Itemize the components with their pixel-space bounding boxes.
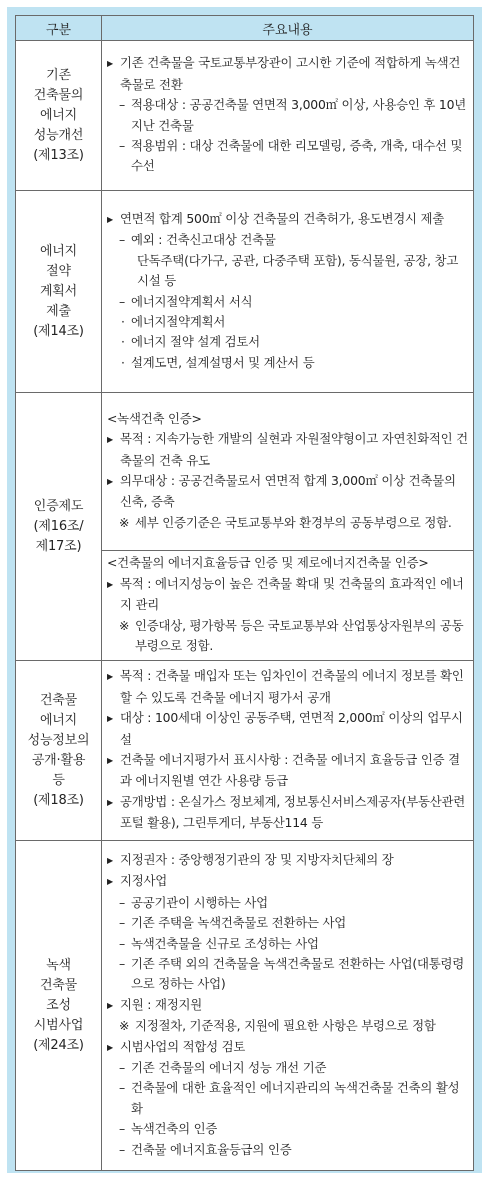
category-line: 조성 xyxy=(46,997,71,1013)
triangle-bullet-icon: ▶ xyxy=(107,797,113,807)
category-line: 등 xyxy=(52,772,65,788)
category-line: 건축물 xyxy=(39,977,78,993)
category-line: 제출 xyxy=(46,303,71,319)
content-line: ▶ 공개방법 : 온실가스 정보체계, 정보통신서비스제공자(부동산관련 포털 활용), 그린투게더, 부동산114 등 xyxy=(107,793,466,831)
category-line: 에너지 xyxy=(39,107,78,123)
dash-bullet-icon: – xyxy=(119,232,125,248)
content-line: – 적용대상 : 공공건축물 연면적 3,000㎡ 이상, 사용승인 후 10년 지난 건축물 xyxy=(119,97,467,133)
category-line: 에너지 xyxy=(39,243,78,259)
header-content: 주요내용 xyxy=(102,16,474,41)
content-line: ※ 세부 인증기준은 국토교통부와 환경부의 공동부령으로 정함. xyxy=(107,513,469,533)
row-category xyxy=(16,191,102,393)
table-row xyxy=(16,841,474,1171)
note-mark-icon: ※ xyxy=(119,1018,130,1034)
content-line: ▶ 시범사업의 적합성 검토 xyxy=(107,1037,469,1058)
category-line: 인증제도 xyxy=(33,498,84,514)
row-content xyxy=(102,41,474,191)
row-category xyxy=(16,841,102,1171)
dot-bullet-icon: · xyxy=(121,354,125,370)
dash-bullet-icon: – xyxy=(119,935,125,951)
dot-bullet-icon: · xyxy=(121,334,125,350)
content-line: ▶ 지정사업 xyxy=(107,871,469,892)
row-content xyxy=(102,841,474,1171)
content-line: 단독주택(다가구, 공관, 다중주택 포함), 동식물원, 공장, 창고시설 등 xyxy=(137,252,459,289)
content-subheading: <녹색건축 인증> xyxy=(107,410,202,426)
content-line: – 기존 주택을 녹색건축물로 전환하는 사업 xyxy=(107,913,469,933)
triangle-bullet-icon: ▶ xyxy=(107,855,113,865)
content-line: – 공공기관이 시행하는 사업 xyxy=(107,893,469,913)
content-line: · 에너지절약계획서 xyxy=(107,312,469,332)
dash-bullet-icon: – xyxy=(119,97,125,113)
content-line: – 에너지절약계획서 서식 xyxy=(107,292,469,312)
category-line: 성능개선 xyxy=(33,127,84,143)
content-subheading: <건축물의 에너지효율등급 인증 및 제로에너지건축물 인증> xyxy=(107,555,429,571)
dash-bullet-icon: – xyxy=(119,293,125,309)
table-row xyxy=(16,41,474,191)
content-line: – 녹색건축물을 신규로 조성하는 사업 xyxy=(107,934,469,954)
category-line: 성능정보의 xyxy=(27,732,90,748)
content-line: – 녹색건축의 인증 xyxy=(107,1119,469,1139)
category-line: (제13조) xyxy=(33,147,84,163)
category-line: 제17조) xyxy=(35,538,82,554)
triangle-bullet-icon: ▶ xyxy=(107,672,113,682)
category-line: 녹색 xyxy=(46,957,71,973)
dash-bullet-icon: – xyxy=(119,137,125,153)
content-line: – 적용범위 : 대상 건축물에 대한 리모델링, 증축, 개축, 대수선 및 수선 xyxy=(119,137,463,174)
table-row xyxy=(16,393,474,551)
category-line: 건축물 xyxy=(39,692,78,708)
category-line: 계획서 xyxy=(39,283,78,299)
triangle-bullet-icon: ▶ xyxy=(107,756,113,765)
category-line: 시범사업 xyxy=(33,1017,84,1033)
triangle-bullet-icon: ▶ xyxy=(107,477,113,486)
dash-bullet-icon: – xyxy=(119,1141,125,1157)
content-line: ※ 인증대상, 평가항목 등은 국토교통부와 산업통상자원부의 공동부령으로 정함. xyxy=(119,617,464,654)
content-line: ▶ 목적 : 지속가능한 개발의 실현과 자원절약형이고 자연친화적인 건축물의 건축 유도 xyxy=(107,431,468,468)
dot-bullet-icon: · xyxy=(121,313,125,329)
row-content xyxy=(102,551,474,661)
triangle-bullet-icon: ▶ xyxy=(107,1042,113,1052)
table-row xyxy=(16,191,474,393)
row-content xyxy=(102,393,474,551)
triangle-bullet-icon: ▶ xyxy=(107,877,113,887)
triangle-bullet-icon: ▶ xyxy=(107,579,113,589)
triangle-bullet-icon: ▶ xyxy=(107,214,113,224)
triangle-bullet-icon: ▶ xyxy=(107,1000,113,1010)
content-line: – 기존 주택 외의 건축물을 녹색건축물로 전환하는 사업(대통령령으로 정하는 사업) xyxy=(119,955,465,992)
content-line: ▶ 목적 : 에너지성능이 높은 건축물 확대 및 건축물의 효과적인 에너지 관리 xyxy=(107,575,464,613)
content-line: ▶ 의무대상 : 공공건축물로서 연면적 합계 3,000㎡ 이상 건축물의 신축, 증축 xyxy=(107,473,456,510)
triangle-bullet-icon: ▶ xyxy=(107,714,113,724)
content-line: – 기존 건축물의 에너지 성능 개선 기준 xyxy=(107,1058,469,1078)
content-line: ※ 지정절차, 기준적용, 지원에 필요한 사항은 부령으로 정함 xyxy=(107,1016,469,1036)
law-summary-table xyxy=(15,15,474,1171)
row-content xyxy=(102,661,474,841)
category-line: (제18조) xyxy=(33,792,84,808)
content-line: – 예외 : 건축신고대상 건축물 xyxy=(107,230,469,250)
header-category: 구분 xyxy=(16,16,102,41)
table-header-row xyxy=(16,16,474,41)
category-line: 기존 xyxy=(46,67,71,83)
category-line: 에너지 xyxy=(39,712,78,728)
content-line: – 건축물 에너지효율등급의 인증 xyxy=(107,1140,469,1160)
content-line: ▶ 연면적 합계 500㎡ 이상 건축물의 건축허가, 용도변경시 제출 xyxy=(107,209,469,230)
note-mark-icon: ※ xyxy=(119,514,130,530)
category-line: 건축물의 xyxy=(33,87,84,103)
table-row xyxy=(16,661,474,841)
content-line: ▶ 대상 : 100세대 이상인 공동주택, 연면적 2,000㎡ 이상의 업무시설 xyxy=(107,710,463,747)
content-line: ▶ 지정권자 : 중앙행정기관의 장 및 지방자치단체의 장 xyxy=(107,850,469,871)
category-line: 절약 xyxy=(46,263,71,279)
row-category xyxy=(16,393,102,661)
row-content xyxy=(102,191,474,393)
content-line: ▶ 건축물 에너지평가서 표시사항 : 건축물 에너지 효율등급 인증 결과 에너지원별 연간 사용량 등급 xyxy=(107,752,460,789)
dash-bullet-icon: – xyxy=(119,1121,125,1137)
dash-bullet-icon: – xyxy=(119,955,125,971)
content-line: · 설계도면, 설계설명서 및 계산서 등 xyxy=(107,353,469,373)
content-line: ▶ 목적 : 건축물 매입자 또는 임차인이 건축물의 에너지 정보를 확인할 수 있도록 건축물 에너지 평가서 공개 xyxy=(107,668,464,705)
content-line: – 건축물에 대한 효율적인 에너지관리의 녹색건축물 건축의 활성화 xyxy=(119,1080,460,1116)
category-line: (제24조) xyxy=(33,1037,84,1053)
dash-bullet-icon: – xyxy=(119,915,125,931)
row-category xyxy=(16,661,102,841)
category-line: (제14조) xyxy=(33,323,84,339)
content-line: · 에너지 절약 설계 검토서 xyxy=(107,332,469,352)
triangle-bullet-icon: ▶ xyxy=(107,59,113,69)
note-mark-icon: ※ xyxy=(119,617,130,633)
content-line: ▶ 기존 건축물을 국토교통부장관이 고시한 기준에 적합하게 녹색건축물로 전환 xyxy=(107,55,461,92)
dash-bullet-icon: – xyxy=(119,1060,125,1076)
dash-bullet-icon: – xyxy=(119,894,125,910)
category-line: 공개·활용 xyxy=(31,752,86,768)
content-line: ▶ 지원 : 재정지원 xyxy=(107,995,469,1016)
triangle-bullet-icon: ▶ xyxy=(107,435,113,445)
dash-bullet-icon: – xyxy=(119,1080,125,1096)
category-line: (제16조/ xyxy=(33,518,84,534)
row-category xyxy=(16,41,102,191)
table-frame xyxy=(7,7,482,1173)
